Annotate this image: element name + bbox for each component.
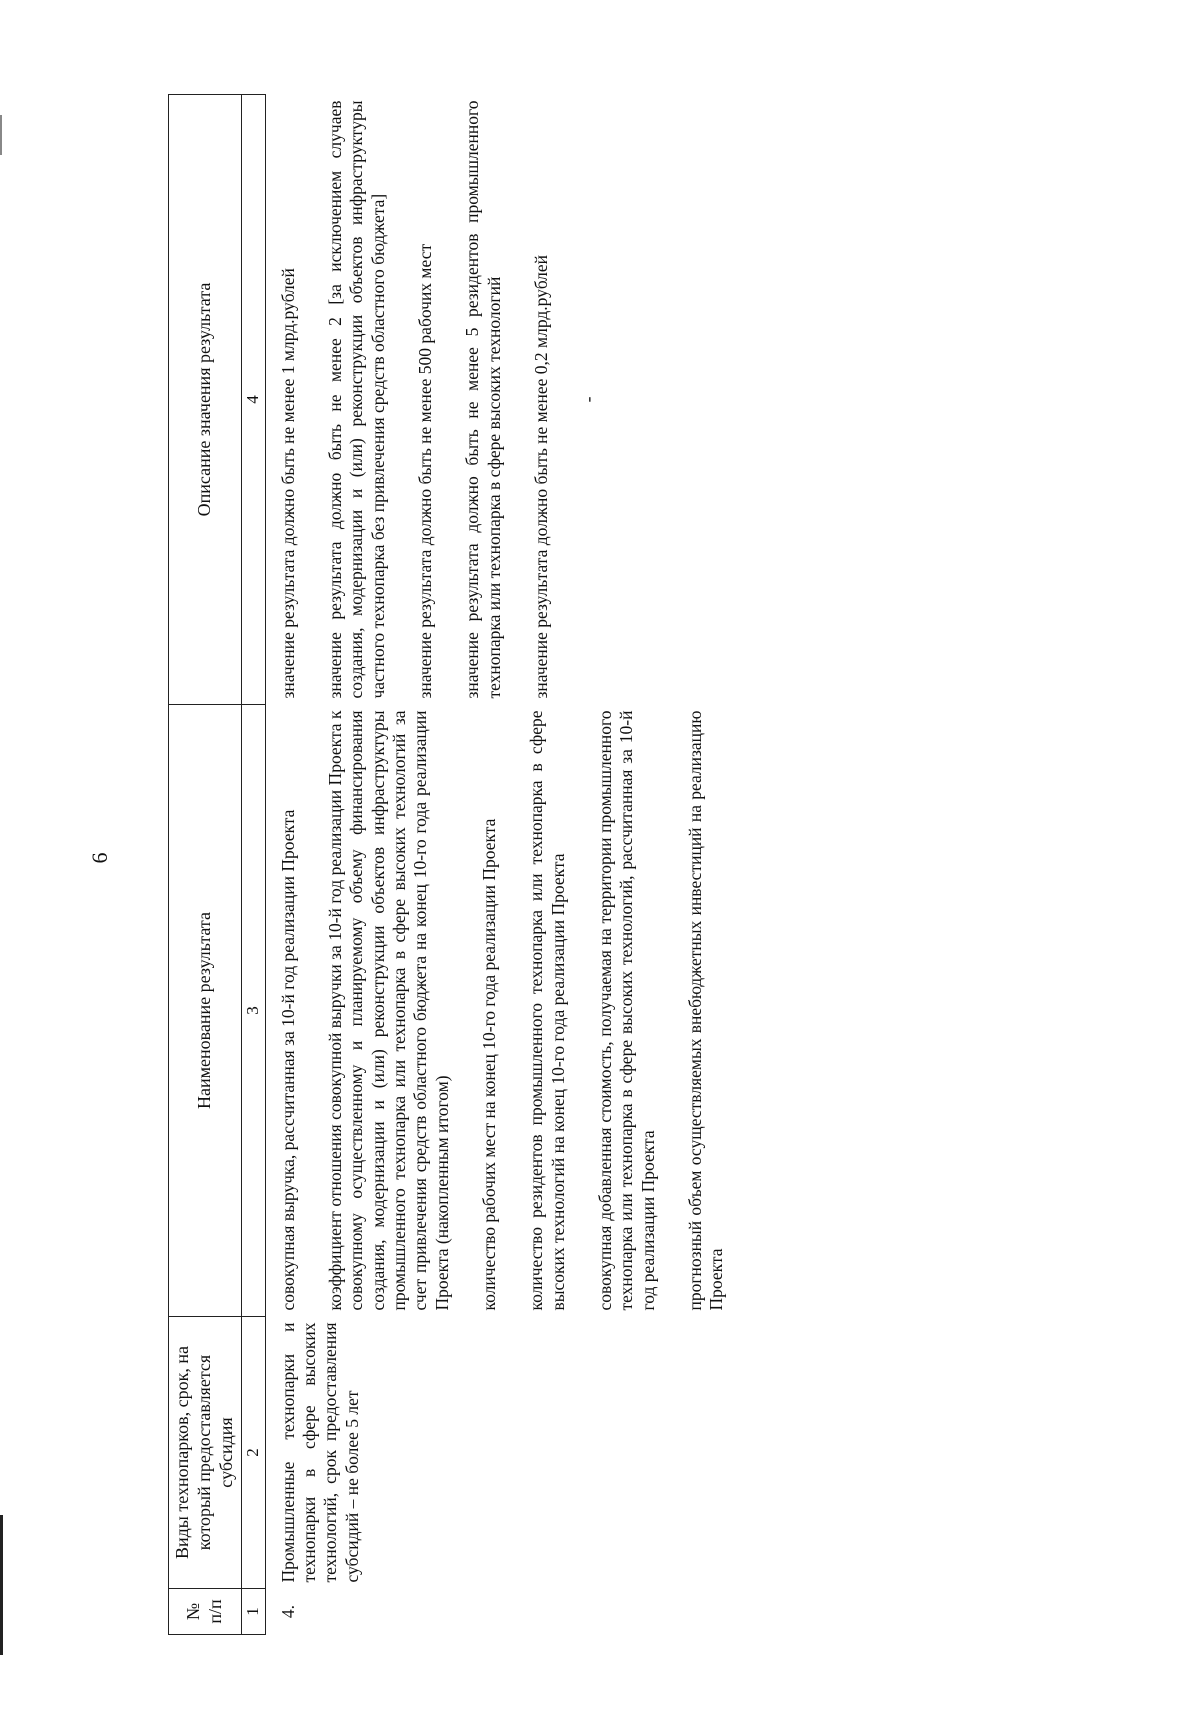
result-name: прогнозный объем осуществляемых внебюджетных инвестиций на реализацию Проекта (685, 710, 727, 1311)
column-number-row (241, 95, 265, 1635)
column-number: 1 (241, 1589, 265, 1635)
result-names (265, 705, 757, 1317)
result-description: значение результата должно быть не менее 500 рабочих мест (414, 243, 435, 699)
rotated-page (168, 85, 1168, 1635)
result-descriptions (265, 95, 757, 705)
header-result-description: Описание значения результата (169, 95, 242, 705)
result-name: коэффициент отношения совокупной выручки за 10-й год реализации Проекта к совокупному осуществленному и планируемому объему финансирования создания, модернизации и (или) реконструкции объектов инфраструктуры промышленного технопарка или технопарка в сфере высоких технологий за счет привлечения средств областного бюджета на конец 10-го года реализации Проекта (накопленным итогом) (324, 710, 452, 1311)
result-name: количество рабочих мест на конец 10-го года реализации Проекта (479, 818, 499, 1311)
result-name: совокупная выручка, рассчитанная за 10-й год реализации Проекта (277, 809, 298, 1311)
scan-edge-mark (0, 1515, 3, 1655)
scan-edge-mark (0, 115, 2, 155)
result-description: значение результата должно быть не менее 2 [за исключением случаев создания, модернизации и (или) реконструкции объектов инфраструктуры частного технопарка без привлечения средств областного бюджета] (324, 100, 388, 699)
result-description: значение результата должно быть не менее 0,2 млрд.рублей (531, 254, 551, 699)
table-row (265, 95, 757, 1635)
results-table (168, 94, 757, 1635)
column-number: 3 (241, 705, 265, 1317)
header-type: Виды технопарков, срок, на который предоставляется субсидия (169, 1317, 242, 1589)
header-result-name: Наименование результата (169, 705, 242, 1317)
result-name: совокупная добавленная стоимость, получаемая на территории промышленного технопарка или технопарка в сфере высоких технологий, рассчитанная за 10-й год реализации Проекта (595, 710, 658, 1311)
technopark-type: Промышленные технопарки и технопарки в сфере высоких технологий, срок предоставления субсидий – не более 5 лет (277, 1322, 362, 1583)
page-number: 6 (87, 852, 112, 864)
result-description: значение результата должно быть не менее 5 резидентов промышленного технопарка или технопарка в сфере высоких технологий (462, 100, 504, 699)
result-description: значение результата должно быть не менее 1 млрд.рублей (277, 268, 298, 699)
result-name: количество резидентов промышленного технопарка или технопарка в сфере высоких технологий на конец 10-го года реализации Проекта (526, 710, 568, 1311)
header-number: № п/п (169, 1589, 242, 1635)
result-description: - (578, 396, 599, 403)
column-number: 2 (241, 1317, 265, 1589)
header-row (169, 95, 242, 1635)
column-number: 4 (241, 95, 265, 705)
row-number: 4. (277, 1604, 298, 1619)
